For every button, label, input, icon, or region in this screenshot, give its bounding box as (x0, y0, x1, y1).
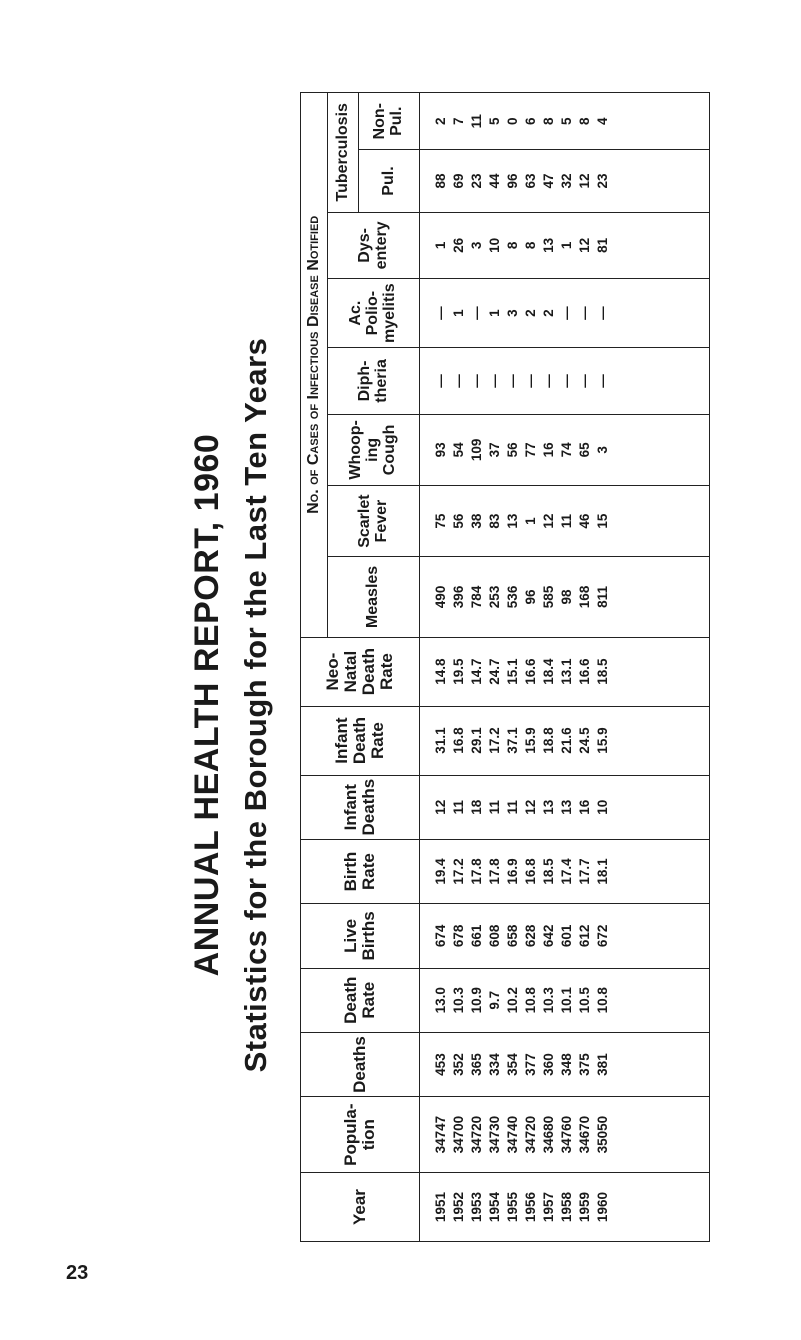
table-cell-value: 35050 (595, 1115, 610, 1154)
table-cell-value: 46 (577, 513, 592, 529)
table-cell-value: 13 (541, 799, 556, 815)
table-cell-value: 8 (523, 241, 538, 250)
report-title: ANNUAL HEALTH REPORT, 1960 (188, 433, 226, 977)
population-cell (420, 1097, 710, 1173)
table-cell-value: 24.5 (577, 727, 592, 754)
table-cell-value: 377 (523, 1053, 538, 1076)
table-cell-value: 24.7 (487, 658, 502, 685)
table-cell-value: 8 (541, 117, 556, 126)
table-cell-value: 0 (505, 117, 520, 126)
table-cell-value: 16 (541, 442, 556, 458)
table-cell-value: 18.1 (595, 858, 610, 885)
table-cell-value: 1960 (595, 1192, 610, 1223)
table-cell-value: 14.7 (469, 658, 484, 685)
table-cell-value: 29.1 (469, 727, 484, 754)
table-cell-value: 1952 (451, 1192, 466, 1223)
table-cell-value: 23 (469, 173, 484, 189)
deaths-cell (420, 1032, 710, 1096)
polio-cell (420, 279, 710, 348)
table-cell-value: 14.8 (433, 658, 448, 685)
table-cell-value: 19.5 (451, 658, 466, 685)
table-cell-value: 10 (487, 237, 502, 253)
table-cell-value: 18.8 (541, 727, 556, 754)
table-cell-value: 13 (559, 799, 574, 815)
table-cell-value: — (469, 306, 484, 320)
header-birth-rate: Birth Rate (301, 839, 420, 903)
table-cell-value: — (505, 374, 520, 388)
scarlet-fever-cell (420, 485, 710, 556)
header-infant-deaths: Infant Deaths (301, 775, 420, 839)
header-infectious-disease-group: No. of Cases of Infectious Disease Notified (301, 93, 328, 638)
table-cell-value: 44 (487, 173, 502, 189)
year-cell (420, 1173, 710, 1242)
table-cell-value: 1 (559, 241, 574, 250)
table-cell-value: 34700 (451, 1115, 466, 1154)
table-cell-value: 3 (469, 241, 484, 250)
table-cell-value: 5 (559, 117, 574, 126)
table-cell-value: 16 (577, 799, 592, 815)
table-cell-value: 17.8 (469, 858, 484, 885)
table-cell-value: 784 (469, 585, 484, 609)
table-cell-value: 12 (577, 237, 592, 253)
table-cell-value: 354 (505, 1053, 520, 1076)
table-cell-value: 109 (469, 438, 484, 462)
table-cell-value: 65 (577, 442, 592, 458)
header-live-births: Live Births (301, 904, 420, 968)
table-cell-value: 811 (595, 586, 610, 608)
table-cell-value: 168 (577, 585, 592, 609)
table-cell-value: — (541, 374, 556, 388)
table-cell-value: 11 (505, 800, 520, 815)
header-measles: Measles (328, 557, 420, 637)
table-cell-value: 56 (505, 442, 520, 458)
table-cell-value: — (577, 374, 592, 388)
table-cell-value: — (433, 306, 448, 320)
table-cell-value: 7 (451, 117, 466, 126)
table-cell-value: 2 (433, 117, 448, 126)
table-cell-value: 38 (469, 513, 484, 529)
table-cell-value: 69 (451, 173, 466, 189)
table-cell-value: 18.5 (595, 658, 610, 685)
header-year: Year (301, 1173, 420, 1242)
table-cell-value: 658 (505, 924, 520, 948)
table-cell-value: 34670 (577, 1115, 592, 1154)
table-cell-value: 34740 (505, 1115, 520, 1154)
header-scarlet-fever: Scarlet Fever (328, 485, 420, 556)
table-cell-value: 74 (559, 442, 574, 458)
table-cell-value: 11 (487, 800, 502, 815)
table-cell-value: 10.3 (541, 987, 556, 1014)
table-cell-value: 10 (595, 799, 610, 815)
live-births-cell (420, 904, 710, 968)
table-cell-value: 75 (433, 513, 448, 529)
table-cell-value: 375 (577, 1053, 592, 1076)
table-cell-value: 3 (505, 309, 520, 317)
table-cell-value: 9.7 (487, 990, 502, 1010)
whooping-cough-cell (420, 414, 710, 485)
table-cell-value: 16.8 (451, 727, 466, 754)
table-cell-value: 601 (559, 924, 574, 948)
table-cell-value: 11 (559, 513, 574, 529)
table-cell-value: 2 (523, 309, 538, 317)
birth-rate-cell (420, 839, 710, 903)
table-cell-value: 15.9 (595, 727, 610, 754)
table-cell-value: 608 (487, 924, 502, 948)
table-cell-value: 334 (487, 1053, 502, 1076)
table-cell-value: — (595, 306, 610, 320)
table-cell-value: 31.1 (433, 727, 448, 754)
table-cell-value: 83 (487, 513, 502, 529)
table-cell-value: 10.1 (559, 987, 574, 1014)
table-cell-value: 253 (487, 585, 502, 609)
header-infant-death-rate: Infant Death Rate (301, 706, 420, 775)
table-cell-value: 54 (451, 442, 466, 458)
table-cell-value: 1951 (433, 1192, 448, 1223)
table-cell-value: 16.8 (523, 858, 538, 885)
table-cell-value: 13 (505, 513, 520, 529)
table-cell-value: 96 (505, 173, 520, 189)
header-neonatal-death-rate: Neo- Natal Death Rate (301, 637, 420, 706)
table-cell-value: 1 (523, 517, 538, 525)
table-cell-value: 18 (469, 799, 484, 815)
table-cell-value: 15 (595, 513, 610, 529)
table-cell-value: — (577, 306, 592, 320)
header-population: Popula- tion (301, 1097, 420, 1173)
table-cell-value: 10.5 (577, 987, 592, 1014)
neonatal-death-rate-cell (420, 637, 710, 706)
table-cell-value: 56 (451, 513, 466, 529)
table-cell-value: 37 (487, 442, 502, 458)
table-cell-value: 16.6 (523, 658, 538, 685)
rotated-page (140, 20, 740, 1320)
header-deaths: Deaths (301, 1032, 420, 1096)
table-cell-value: 96 (523, 589, 538, 605)
table-cell-value: 1 (487, 309, 502, 317)
table-cell-value: 642 (541, 924, 556, 948)
table-cell-value: — (469, 374, 484, 388)
table-cell-value: 16.6 (577, 658, 592, 685)
table-cell-value: 348 (559, 1053, 574, 1076)
table-cell-value: 34747 (433, 1115, 448, 1154)
measles-cell (420, 557, 710, 637)
table-cell-value: 1955 (505, 1192, 520, 1223)
table-cell-value: 23 (595, 173, 610, 189)
table-cell-value: 17.8 (487, 858, 502, 885)
table-cell-value: 10.8 (523, 987, 538, 1014)
table-cell-value: 12 (541, 513, 556, 529)
infant-death-rate-cell (420, 706, 710, 775)
header-tb-pul: Pul. (359, 150, 420, 212)
table-cell-value: 1959 (577, 1192, 592, 1223)
table-cell-value: 2 (541, 309, 556, 317)
table-cell-value: 77 (523, 442, 538, 458)
header-polio: Ac. Polio- myelitis (328, 279, 420, 348)
page-number: 23 (66, 1262, 89, 1284)
table-cell-value: 396 (451, 585, 466, 609)
table-cell-value: 10.9 (469, 987, 484, 1014)
table-cell-value: 360 (541, 1053, 556, 1076)
table-row (420, 93, 710, 1242)
table-cell-value: 16.9 (505, 858, 520, 885)
table-cell-value: 612 (577, 924, 592, 948)
table-cell-value: 1956 (523, 1192, 538, 1223)
table-cell-value: 1 (451, 309, 466, 317)
header-whooping-cough: Whoop- ing Cough (328, 414, 420, 485)
table-cell-value: 12 (523, 799, 538, 815)
table-cell-value: 4 (595, 117, 610, 126)
table-cell-value: 628 (523, 924, 538, 948)
infant-deaths-cell (420, 775, 710, 839)
table-cell-value: 672 (595, 924, 610, 948)
table-cell-value: 47 (541, 173, 556, 189)
table-cell-value: 10.3 (451, 987, 466, 1014)
table-cell-value: — (559, 374, 574, 388)
table-cell-value: 674 (433, 924, 448, 948)
table-cell-value: 1953 (469, 1192, 484, 1223)
table-cell-value: 585 (541, 585, 556, 609)
table-cell-value: 453 (433, 1053, 448, 1076)
table-cell-value: 98 (559, 589, 574, 605)
table-cell-value: 34730 (487, 1115, 502, 1154)
table-cell-value: 3 (595, 446, 610, 454)
table-cell-value: 1954 (487, 1192, 502, 1223)
table-cell-value: 18.4 (541, 658, 556, 685)
table-cell-value: 10.8 (595, 987, 610, 1014)
table-cell-value: 8 (577, 117, 592, 126)
table-cell-value: 81 (595, 237, 610, 253)
tb-non-pul-cell (420, 93, 710, 151)
table-cell-value: — (559, 306, 574, 320)
statistics-table (300, 92, 710, 1242)
header-death-rate: Death Rate (301, 968, 420, 1032)
table-cell-value: 1957 (541, 1192, 556, 1223)
table-cell-value: 21.6 (559, 727, 574, 754)
table-cell-value: 15.1 (505, 658, 520, 685)
table-cell-value: 34760 (559, 1115, 574, 1154)
table-cell-value: 13 (541, 237, 556, 253)
table-cell-value: 5 (487, 117, 502, 126)
diphtheria-cell (420, 348, 710, 415)
table-cell-value: 12 (577, 173, 592, 189)
table-cell-value: 34720 (523, 1115, 538, 1154)
table-cell-value: — (433, 374, 448, 388)
header-diphtheria: Diph- theria (328, 348, 420, 415)
table-cell-value: 26 (451, 237, 466, 253)
table-cell-value: — (451, 374, 466, 388)
header-tuberculosis: Tuberculosis (328, 93, 359, 213)
table-cell-value: 12 (433, 799, 448, 815)
table-cell-value: 8 (505, 241, 520, 250)
table-cell-value: 6 (523, 117, 538, 126)
table-cell-value: — (523, 374, 538, 388)
table-cell-value: 18.5 (541, 858, 556, 885)
table-cell-value: 19.4 (433, 858, 448, 885)
table-cell-value: 37.1 (505, 727, 520, 754)
table-cell-value: 381 (595, 1053, 610, 1076)
table-cell-value: 13.1 (559, 658, 574, 685)
table-cell-value: 490 (433, 585, 448, 609)
table-cell-value: 365 (469, 1053, 484, 1076)
table-cell-value: 1958 (559, 1192, 574, 1223)
table-cell-value: 32 (559, 173, 574, 189)
table-cell-value: 34680 (541, 1115, 556, 1154)
header-dysentery: Dys- entery (328, 212, 420, 279)
table-cell-value: 10.2 (505, 987, 520, 1014)
table-cell-value: 63 (523, 173, 538, 189)
table-cell-value: 1 (433, 241, 448, 250)
table-cell-value: 17.7 (577, 858, 592, 885)
dysentery-cell (420, 212, 710, 279)
table-cell-value: 17.2 (487, 727, 502, 754)
table-cell-value: 88 (433, 173, 448, 189)
table-cell-value: 11 (451, 800, 466, 815)
table-cell-value: 536 (505, 585, 520, 609)
table-cell-value: — (487, 374, 502, 388)
death-rate-cell (420, 968, 710, 1032)
table-cell-value: 15.9 (523, 727, 538, 754)
table-cell-value: 13.0 (433, 987, 448, 1014)
table-cell-value: 17.4 (559, 858, 574, 885)
table-cell-value: — (595, 374, 610, 388)
report-subtitle: Statistics for the Borough for the Last Ten Years (238, 337, 273, 1073)
table-cell-value: 11 (469, 114, 484, 129)
table-cell-value: 34720 (469, 1115, 484, 1154)
table-cell-value: 352 (451, 1053, 466, 1076)
tb-pul-cell (420, 150, 710, 212)
table-cell-value: 661 (469, 924, 484, 948)
table-cell-value: 17.2 (451, 858, 466, 885)
table-cell-value: 93 (433, 442, 448, 458)
header-tb-non-pul: Non- Pul. (359, 93, 420, 151)
table-cell-value: 678 (451, 924, 466, 948)
